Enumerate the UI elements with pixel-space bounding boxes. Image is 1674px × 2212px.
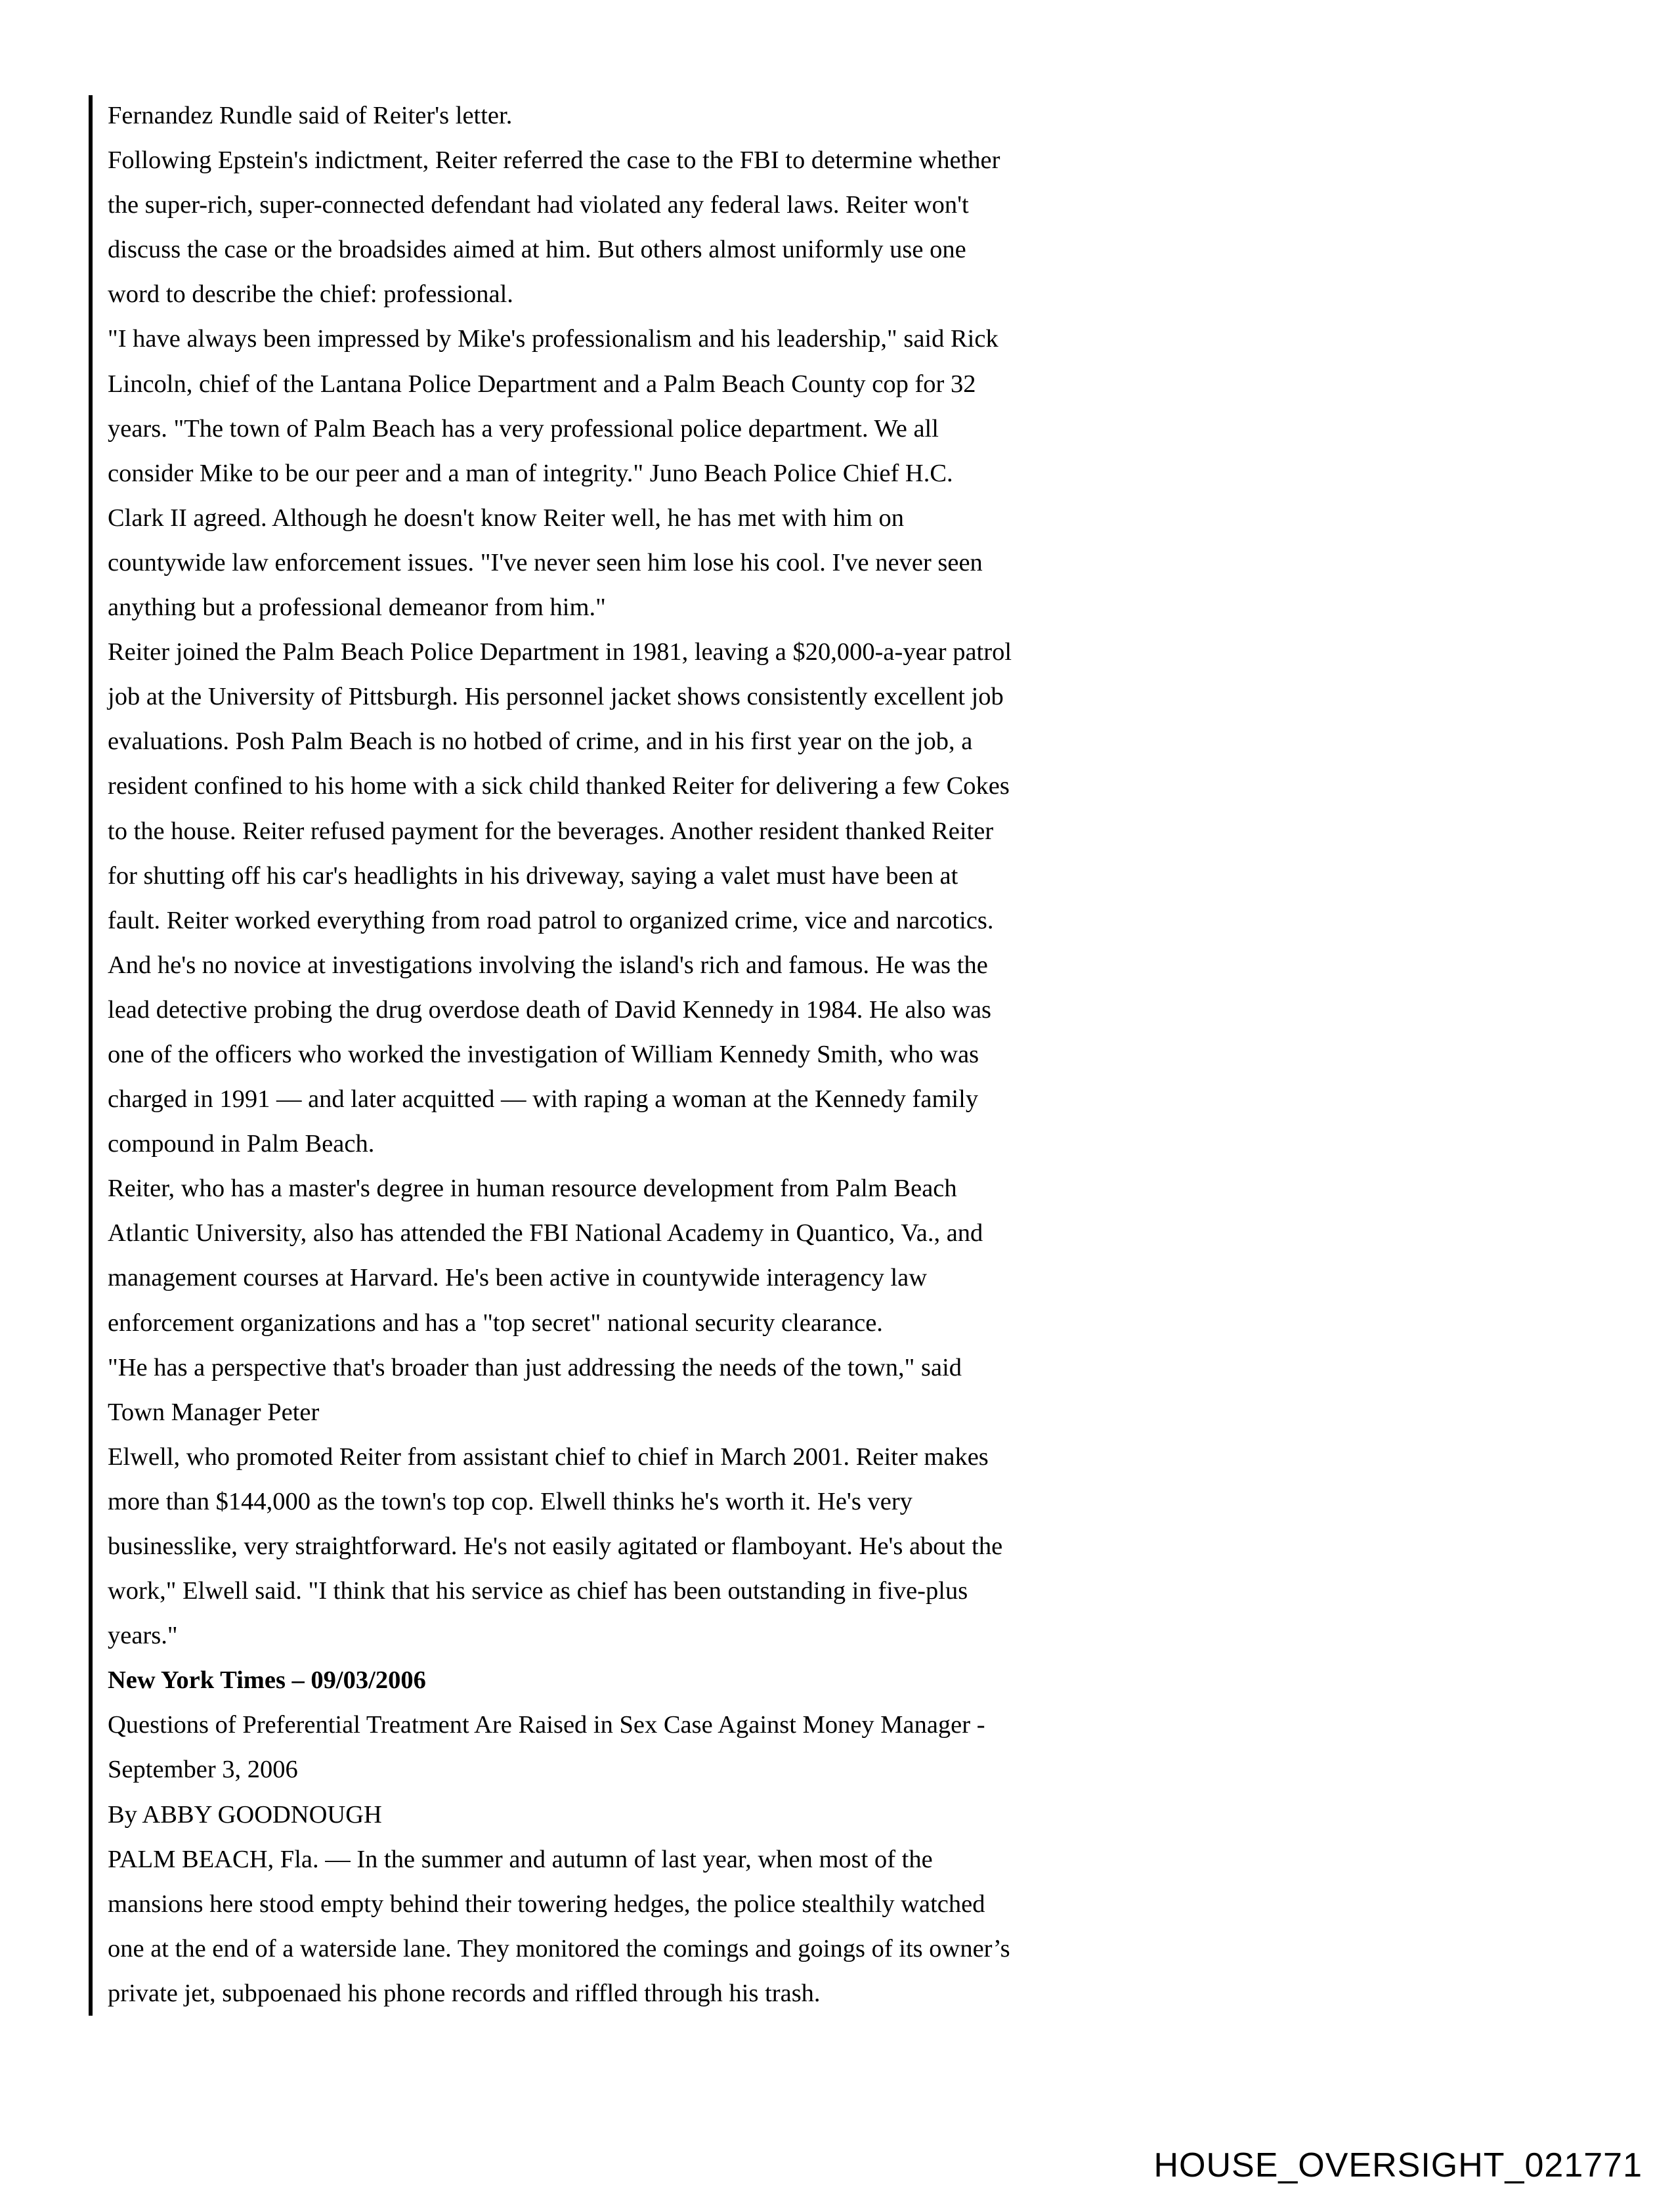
text-line: enforcement organizations and has a "top secret" national security clearance. [108, 1309, 883, 1337]
article-date: September 3, 2006 [108, 1756, 298, 1784]
text-line: "He has a perspective that's broader than just addressing the needs of the town," said [108, 1353, 962, 1381]
text-line: "I have always been impressed by Mike's professionalism and his leadership," said Rick [108, 325, 998, 353]
text-line: Lincoln, chief of the Lantana Police Department and a Palm Beach County cop for 32 [108, 370, 976, 398]
article-body [108, 93, 1092, 2016]
text-line: And he's no novice at investigations involving the island's rich and famous. He was the [108, 951, 988, 979]
text-line: one at the end of a waterside lane. They monitored the comings and goings of its owner’s [108, 1934, 1010, 1963]
text-line: Town Manager Peter [108, 1398, 320, 1426]
text-line: consider Mike to be our peer and a man of integrity." Juno Beach Police Chief H.C. [108, 459, 953, 487]
text-line: job at the University of Pittsburgh. His personnel jacket shows consistently excellent job [108, 683, 1004, 711]
article-byline: By ABBY GOODNOUGH [108, 1800, 382, 1829]
text-line: PALM BEACH, Fla. — In the summer and autumn of last year, when most of the [108, 1845, 933, 1873]
bates-number: HOUSE_OVERSIGHT_021771 [1153, 2146, 1642, 2184]
text-line: compound in Palm Beach. [108, 1130, 375, 1158]
text-line: management courses at Harvard. He's been active in countywide interagency law [108, 1264, 928, 1292]
text-line: Reiter joined the Palm Beach Police Department in 1981, leaving a $20,000-a-year patrol [108, 638, 1012, 666]
text-line: private jet, subpoenaed his phone records and riffled through his trash. [108, 1979, 821, 2007]
text-line: one of the officers who worked the investigation of William Kennedy Smith, who was [108, 1040, 979, 1068]
text-line: Following Epstein's indictment, Reiter referred the case to the FBI to determine whether [108, 146, 1000, 175]
text-line: work," Elwell said. "I think that his service as chief has been outstanding in five-plus [108, 1577, 968, 1605]
text-line: word to describe the chief: professional. [108, 280, 513, 309]
text-line: Clark II agreed. Although he doesn't know Reiter well, he has met with him on [108, 504, 905, 532]
revision-bar [89, 95, 93, 2016]
text-line: more than $144,000 as the town's top cop. Elwell thinks he's worth it. He's very [108, 1487, 912, 1515]
text-line: to the house. Reiter refused payment for the beverages. Another resident thanked Reiter [108, 817, 994, 845]
section-heading: New York Times – 09/03/2006 [108, 1666, 426, 1695]
text-line: Reiter, who has a master's degree in human resource development from Palm Beach [108, 1175, 957, 1203]
text-line: countywide law enforcement issues. "I've never seen him lose his cool. I've never seen [108, 548, 983, 576]
text-line: businesslike, very straightforward. He's not easily agitated or flamboyant. He's about the [108, 1532, 1003, 1560]
text-line: Fernandez Rundle said of Reiter's letter. [108, 102, 513, 129]
text-line: resident confined to his home with a sick child thanked Reiter for delivering a few Cokes [108, 772, 1010, 800]
text-line: anything but a professional demeanor from him." [108, 594, 606, 622]
text-line: lead detective probing the drug overdose death of David Kennedy in 1984. He also was [108, 995, 992, 1024]
article-headline: Questions of Preferential Treatment Are Raised in Sex Case Against Money Manager - [108, 1711, 985, 1739]
text-line: years." [108, 1622, 178, 1650]
text-line: Atlantic University, also has attended the FBI National Academy in Quantico, Va., and [108, 1219, 983, 1247]
text-line: years. "The town of Palm Beach has a very professional police department. We all [108, 414, 939, 443]
text-line: Elwell, who promoted Reiter from assistant chief to chief in March 2001. Reiter makes [108, 1442, 989, 1471]
text-line: evaluations. Posh Palm Beach is no hotbed of crime, and in his first year on the job, a [108, 727, 973, 756]
text-line: discuss the case or the broadsides aimed at him. But others almost uniformly use one [108, 236, 966, 264]
text-line: the super-rich, super-connected defendant had violated any federal laws. Reiter won't [108, 191, 969, 219]
text-line: for shutting off his car's headlights in his driveway, saying a valet must have been at [108, 861, 958, 890]
text-line: fault. Reiter worked everything from road patrol to organized crime, vice and narcotics. [108, 906, 994, 934]
text-line: mansions here stood empty behind their towering hedges, the police stealthily watched [108, 1890, 985, 1918]
text-line: charged in 1991 — and later acquitted — with raping a woman at the Kennedy family [108, 1085, 979, 1114]
